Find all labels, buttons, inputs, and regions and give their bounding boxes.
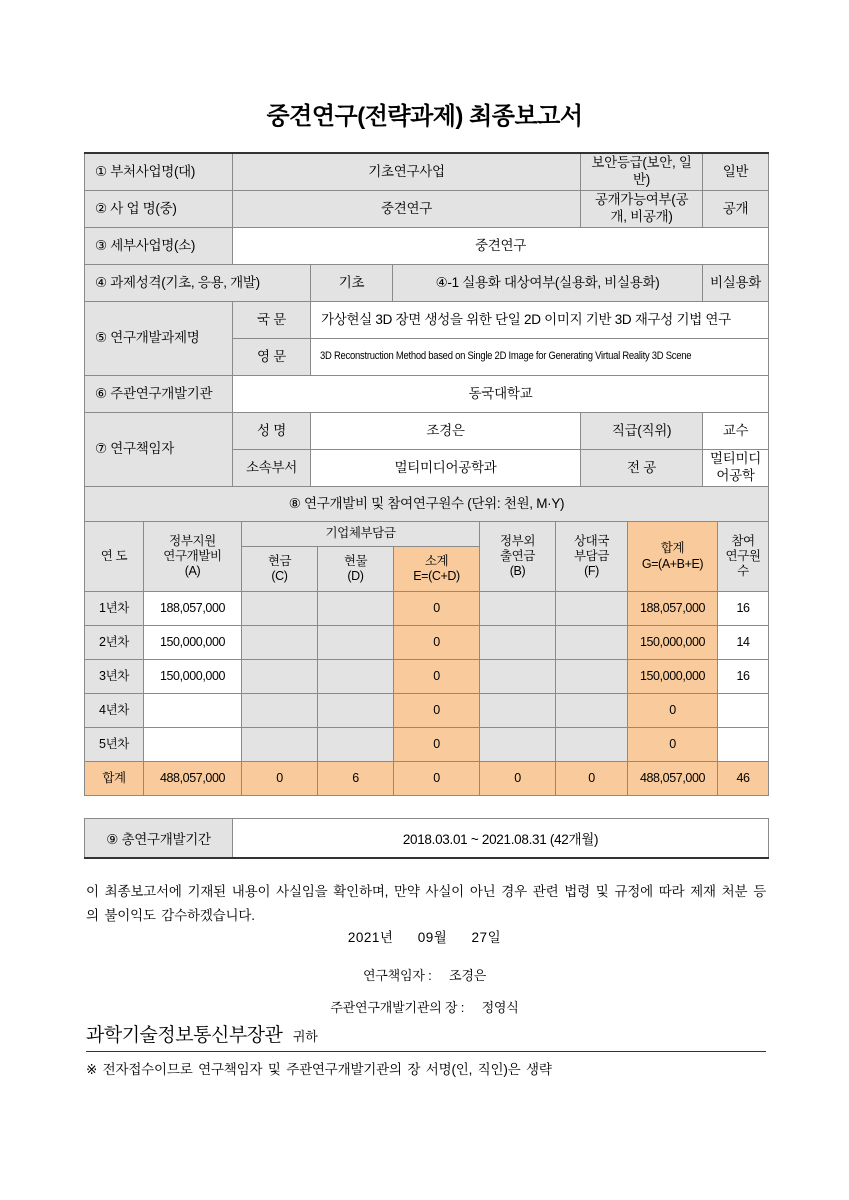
- row-partner: [556, 592, 628, 626]
- header-year: 연 도: [85, 522, 144, 592]
- header-in-kind-label: 현물: [343, 553, 368, 568]
- row-subtotal: 0: [394, 660, 480, 694]
- security-grade-label: 보안등급(보안, 일반): [581, 153, 703, 191]
- table-row: [85, 626, 769, 660]
- table-row: [85, 191, 769, 228]
- truthfulness-statement: 이 최종보고서에 기재된 내용이 사실임을 확인하며, 만약 사실이 아닌 경우 관련 법령 및 규정에 따라 제재 처분 등의 불이익도 감수하겠습니다.: [86, 884, 766, 923]
- table-row: [85, 487, 769, 522]
- pi-major-label: 전 공: [581, 450, 703, 487]
- project-info-table: [84, 152, 769, 522]
- signature-month: 09월: [417, 930, 448, 945]
- row-non-gov: [480, 728, 556, 762]
- budget-section-title: ⑧ 연구개발비 및 참여연구원수 (단위: 천원, M·Y): [85, 487, 769, 522]
- row-in-kind: [318, 592, 394, 626]
- row-cash: [242, 626, 318, 660]
- row-partner: [556, 694, 628, 728]
- header-in-kind-code: (D): [347, 569, 364, 583]
- signature-pi-label: 연구책임자 :: [362, 968, 432, 983]
- pi-label: ⑦ 연구책임자: [85, 413, 233, 487]
- header-gov-fund-line1: 정부지원: [169, 533, 216, 548]
- row-cash: [242, 694, 318, 728]
- table-row: [85, 153, 769, 191]
- row-partner: [556, 626, 628, 660]
- pi-name-label: 성 명: [233, 413, 311, 450]
- commercialization-label: ④-1 실용화 대상여부(실용화, 비실용화): [393, 265, 703, 302]
- row-cash: [242, 592, 318, 626]
- table-row: [85, 819, 769, 859]
- sub-program-label: ③ 세부사업명(소): [85, 228, 233, 265]
- row-researchers: [718, 728, 769, 762]
- signature-pi-row: [0, 965, 849, 984]
- budget-total-row: [85, 762, 769, 796]
- header-gov-fund-line2: 연구개발비: [163, 548, 222, 563]
- header-non-gov-line2: 출연금: [500, 548, 536, 563]
- total-year: 합계: [85, 762, 144, 796]
- header-cash-code: (C): [271, 569, 288, 583]
- row-gov-fund: 150,000,000: [144, 660, 242, 694]
- row-year: 3년차: [85, 660, 144, 694]
- header-researchers-line2: 연구원수: [725, 548, 761, 579]
- signature-year: 2021년: [347, 930, 394, 945]
- table-row: [85, 413, 769, 450]
- table-row: [85, 592, 769, 626]
- row-year: 4년차: [85, 694, 144, 728]
- total-gov-fund: 488,057,000: [144, 762, 242, 796]
- pi-dept-value: 멀티미디어공학과: [311, 450, 581, 487]
- row-researchers: 16: [718, 592, 769, 626]
- addressee-minister: 과학기술정보통신부장관: [86, 1025, 283, 1046]
- english-title-value: 3D Reconstruction Method based on Single 2D Image for Generating Virtual Reality 3D Scene: [311, 339, 705, 376]
- total-cash: 0: [242, 762, 318, 796]
- table-row: [85, 728, 769, 762]
- row-subtotal: 0: [394, 728, 480, 762]
- row-partner: [556, 728, 628, 762]
- row-in-kind: [318, 626, 394, 660]
- header-non-gov-line1: 정부외: [500, 533, 536, 548]
- pi-position-label: 직급(직위): [581, 413, 703, 450]
- row-non-gov: [480, 626, 556, 660]
- signature-org-name: 정영식: [481, 1000, 519, 1015]
- signature-org-row: [0, 997, 849, 1016]
- electronic-submission-note: ※ 전자접수이므로 연구책임자 및 주관연구개발기관의 장 서명(인, 직인)은 생략: [86, 1062, 552, 1077]
- row-total: 0: [628, 728, 718, 762]
- row-in-kind: [318, 728, 394, 762]
- header-researchers-line1: 참여: [731, 533, 755, 548]
- header-partner-code: (F): [584, 564, 599, 579]
- row-in-kind: [318, 694, 394, 728]
- header-gov-fund-code: (A): [184, 564, 201, 579]
- host-institution-value: 동국대학교: [233, 376, 769, 413]
- row-non-gov: [480, 592, 556, 626]
- header-gov-fund: [144, 522, 242, 592]
- total-partner: 0: [556, 762, 628, 796]
- table-row: [85, 228, 769, 265]
- row-total: 150,000,000: [628, 660, 718, 694]
- disclosure-label: 공개가능여부(공개, 비공개): [581, 191, 703, 228]
- row-cash: [242, 728, 318, 762]
- header-researchers: [718, 522, 769, 592]
- row-year: 2년차: [85, 626, 144, 660]
- total-non-gov: 0: [480, 762, 556, 796]
- budget-table: [84, 521, 769, 796]
- korean-title-value: 가상현실 3D 장면 생성을 위한 단일 2D 이미지 기반 3D 재구성 기법 연구: [311, 302, 769, 339]
- header-subtotal: [394, 547, 480, 592]
- row-in-kind: [318, 660, 394, 694]
- sub-program-value: 중견연구: [233, 228, 769, 265]
- row-total: 0: [628, 694, 718, 728]
- pi-major-value: 멀티미디어공학: [703, 450, 769, 487]
- security-grade-value: 일반: [703, 153, 769, 191]
- page-title: 중견연구(전략과제) 최종보고서: [266, 103, 583, 130]
- host-institution-label: ⑥ 주관연구개발기관: [85, 376, 233, 413]
- header-partner-country: [556, 522, 628, 592]
- signature-pi-name: 조경은: [448, 968, 487, 983]
- addressee-honorific: 귀하: [292, 1029, 318, 1044]
- header-subtotal-code: E=(C+D): [413, 569, 460, 583]
- header-cash-label: 현금: [267, 553, 292, 568]
- project-nature-value: 기초: [311, 265, 393, 302]
- row-non-gov: [480, 694, 556, 728]
- period-value: 2018.03.01 ~ 2021.08.31 (42개월): [233, 819, 769, 859]
- header-grand-total: [628, 522, 718, 592]
- commercialization-value: 비실용화: [703, 265, 769, 302]
- header-company-contribution: 기업체부담금: [242, 522, 480, 547]
- korean-title-label: 국 문: [233, 302, 311, 339]
- period-label: ⑨ 총연구개발기간: [85, 819, 233, 859]
- header-in-kind: [318, 547, 394, 592]
- total-in-kind: 6: [318, 762, 394, 796]
- pi-dept-label: 소속부서: [233, 450, 311, 487]
- row-total: 188,057,000: [628, 592, 718, 626]
- ministry-program-label: ① 부처사업명(대): [85, 153, 233, 191]
- row-year: 1년차: [85, 592, 144, 626]
- signature-date: [0, 926, 849, 946]
- header-partner-line2: 부담금: [574, 548, 610, 563]
- row-researchers: [718, 694, 769, 728]
- row-total: 150,000,000: [628, 626, 718, 660]
- pi-name-value: 조경은: [311, 413, 581, 450]
- row-gov-fund: 188,057,000: [144, 592, 242, 626]
- header-non-gov-code: (B): [509, 564, 526, 579]
- total-subtotal: 0: [394, 762, 480, 796]
- header-cash: [242, 547, 318, 592]
- row-researchers: 14: [718, 626, 769, 660]
- row-cash: [242, 660, 318, 694]
- table-row: [85, 302, 769, 339]
- row-researchers: 16: [718, 660, 769, 694]
- header-partner-line1: 상대국: [574, 533, 610, 548]
- row-partner: [556, 660, 628, 694]
- table-row: [85, 265, 769, 302]
- signature-org-label: 주관연구개발기관의 장 :: [330, 1000, 465, 1015]
- row-subtotal: 0: [394, 626, 480, 660]
- english-title-label: 영 문: [233, 339, 311, 376]
- project-title-label: ⑤ 연구개발과제명: [85, 302, 233, 376]
- budget-header-row-1: [85, 522, 769, 547]
- header-subtotal-label: 소계: [424, 553, 449, 568]
- row-gov-fund: [144, 728, 242, 762]
- ministry-program-value: 기초연구사업: [233, 153, 581, 191]
- header-total-label: 합계: [660, 541, 685, 556]
- signature-day: 27일: [471, 930, 502, 945]
- table-row: [85, 660, 769, 694]
- row-subtotal: 0: [394, 592, 480, 626]
- program-name-label: ② 사 업 명(중): [85, 191, 233, 228]
- project-nature-label: ④ 과제성격(기초, 응용, 개발): [85, 265, 311, 302]
- pi-position-value: 교수: [703, 413, 769, 450]
- table-row: [85, 376, 769, 413]
- row-gov-fund: 150,000,000: [144, 626, 242, 660]
- row-subtotal: 0: [394, 694, 480, 728]
- program-name-value: 중견연구: [233, 191, 581, 228]
- header-total-code: G=(A+B+E): [641, 556, 704, 571]
- row-year: 5년차: [85, 728, 144, 762]
- row-non-gov: [480, 660, 556, 694]
- total-researchers: 46: [718, 762, 769, 796]
- research-period-table: [84, 818, 769, 859]
- addressee-line: [86, 1020, 766, 1052]
- table-row: [85, 694, 769, 728]
- disclosure-value: 공개: [703, 191, 769, 228]
- row-gov-fund: [144, 694, 242, 728]
- total-grand: 488,057,000: [628, 762, 718, 796]
- header-non-gov: [480, 522, 556, 592]
